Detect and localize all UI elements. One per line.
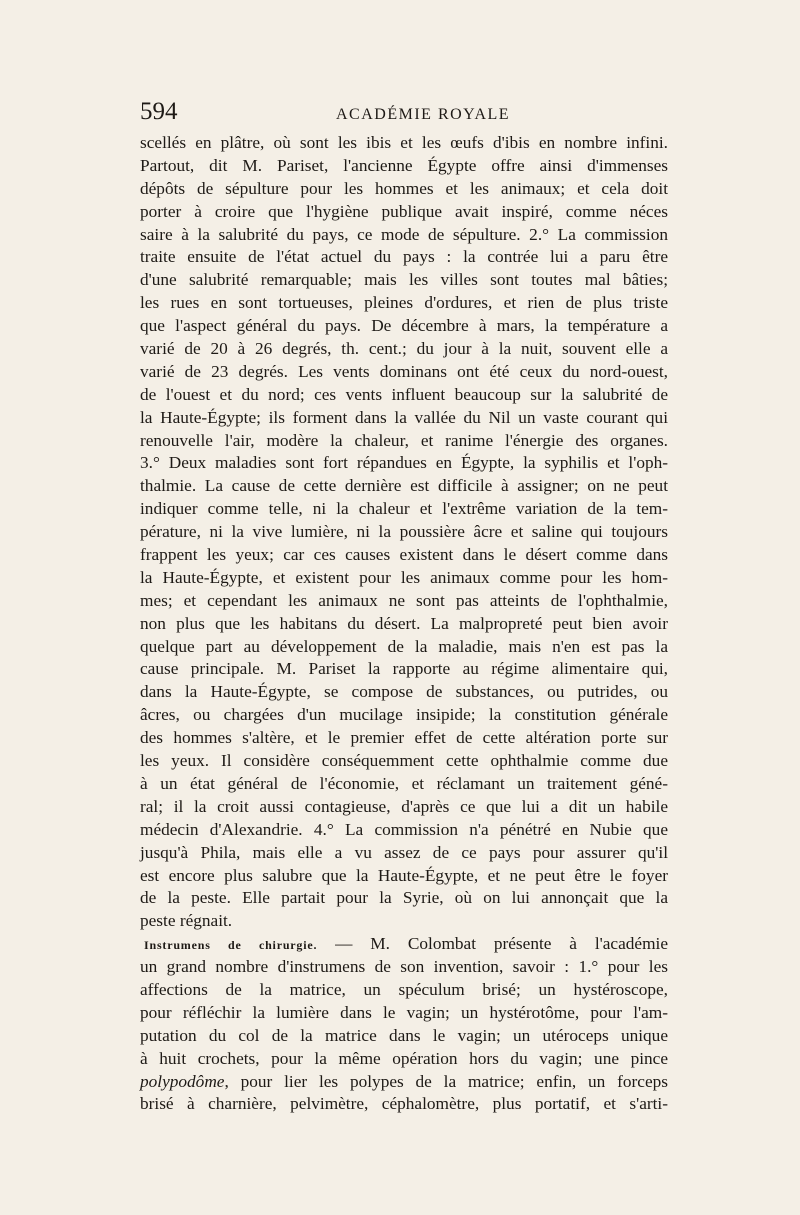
text-line: mes; et cependant les animaux ne sont pas atteints de l'ophthalmie, xyxy=(140,590,668,610)
text-line: un grand nombre d'instrumens de son invention, savoir : 1.° pour les xyxy=(140,957,668,977)
text-line: âcres, ou chargées d'un mucilage insipide; la constitution générale xyxy=(140,705,668,725)
text-line: affections de la matrice, un spéculum brisé; un hystéroscope, xyxy=(140,979,668,999)
text-line: les yeux. Il considère conséquemment cette ophthalmie comme due xyxy=(140,751,668,771)
italic-term: polypodôme xyxy=(140,1071,225,1091)
text-lines xyxy=(140,956,668,1070)
text-line: à huit crochets, pour la même opération hors du vagin; une pince xyxy=(140,1048,668,1068)
text-line: est encore plus salubre que la Haute-Égypte, et ne peut être le foyer xyxy=(140,865,668,885)
text-line xyxy=(140,933,668,956)
text-line: médecin d'Alexandrie. 4.° La commission n'a pénétré en Nubie que xyxy=(140,819,668,839)
text-line: renouvelle l'air, modère la chaleur, et ranime l'énergie des organes. xyxy=(140,430,668,450)
text-line: peste régnait. xyxy=(140,911,233,931)
text-line: de l'ouest et du nord; ces vents influent beaucoup sur la salubrité de xyxy=(140,384,668,404)
text-line: brisé à charnière, pelvimètre, céphalomètre, plus portatif, et s'arti- xyxy=(140,1094,668,1114)
text-line: dans la Haute-Égypte, se compose de substances, ou putrides, ou xyxy=(140,682,668,702)
paragraph-surgical-instruments xyxy=(140,933,668,1116)
text-line: la Haute-Égypte, et existent pour les animaux comme pour les hom- xyxy=(140,567,668,587)
text-line: à un état général de l'économie, et réclamant un traitement géné- xyxy=(140,773,668,793)
text-line: d'une salubrité remarquable; mais les villes sont toutes mal bâties; xyxy=(140,270,668,290)
page-header xyxy=(140,98,668,132)
text-line: 3.° Deux maladies sont fort répandues en Égypte, la syphilis et l'oph- xyxy=(140,453,668,473)
text-line: quelque part au développement de la maladie, mais n'en est pas la xyxy=(140,636,668,656)
running-head: ACADÉMIE ROYALE xyxy=(336,106,511,123)
text-line-rest: , pour lier les polypes de la matrice; enfin, un forceps xyxy=(224,1071,668,1091)
page-number: 594 xyxy=(140,98,178,125)
text-line: pérature, ni la vive lumière, ni la poussière âcre et saline qui toujours xyxy=(140,522,668,542)
text-line xyxy=(140,1071,668,1094)
text-line: non plus que les habitans du désert. La malpropreté peut bien avoir xyxy=(140,613,668,633)
text-line: thalmie. La cause de cette dernière est difficile à assigner; on ne peut xyxy=(140,476,668,496)
text-line: varié de 23 degrés. Les vents dominans ont été ceux du nord-ouest, xyxy=(140,361,668,381)
text-line: pour réfléchir la lumière dans le vagin; un hystérotôme, pour l'am- xyxy=(140,1002,668,1022)
paragraph-commission-report xyxy=(140,132,668,933)
text-line: indiquer comme telle, ni la chaleur et l'extrême variation de la tem- xyxy=(140,499,668,519)
text-line: frappent les yeux; car ces causes existent dans le désert comme dans xyxy=(140,545,668,565)
text-line: traite ensuite de l'état actuel du pays : la contrée lui a paru être xyxy=(140,247,668,267)
text-line: varié de 20 à 26 degrés, th. cent.; du jour à la nuit, souvent elle a xyxy=(140,339,668,359)
body-text xyxy=(140,132,668,1116)
text-line-rest: — M. Colombat présente à l'académie xyxy=(335,934,668,954)
text-line: dépôts de sépulture pour les hommes et les animaux; et cela doit xyxy=(140,178,668,198)
text-line: que l'aspect général du pays. De décembre à mars, la température a xyxy=(140,316,668,336)
text-line: cause principale. M. Pariset la rapporte au régime alimentaire qui, xyxy=(140,659,668,679)
text-line: les rues en sont tortueuses, pleines d'ordures, et rien de plus triste xyxy=(140,293,668,313)
text-line: jusqu'à Phila, mais elle a vu assez de ce pays pour assurer qu'il xyxy=(140,842,668,862)
section-heading: Instrumens de chirurgie. xyxy=(144,938,318,953)
text-line: de la peste. Elle partait pour la Syrie, où on lui annonçait que la xyxy=(140,888,668,908)
text-line: porter à croire que l'hygiène publique avait inspiré, comme néces xyxy=(140,201,668,221)
text-line: putation du col de la matrice dans le vagin; un utéroceps unique xyxy=(140,1025,668,1045)
text-line: Partout, dit M. Pariset, l'ancienne Égypte offre ainsi d'immenses xyxy=(140,155,668,175)
text-line: la Haute-Égypte; ils forment dans la vallée du Nil un vaste courant qui xyxy=(140,407,668,427)
text-line: saire à la salubrité du pays, ce mode de sépulture. 2.° La commission xyxy=(140,224,668,244)
text-line: des hommes s'altère, et le premier effet de cette altération porte sur xyxy=(140,728,668,748)
text-line: scellés en plâtre, où sont les ibis et les œufs d'ibis en nombre infini. xyxy=(140,133,668,152)
text-line: ral; il la croit aussi contagieuse, d'après ce que lui a dit un habile xyxy=(140,796,668,816)
